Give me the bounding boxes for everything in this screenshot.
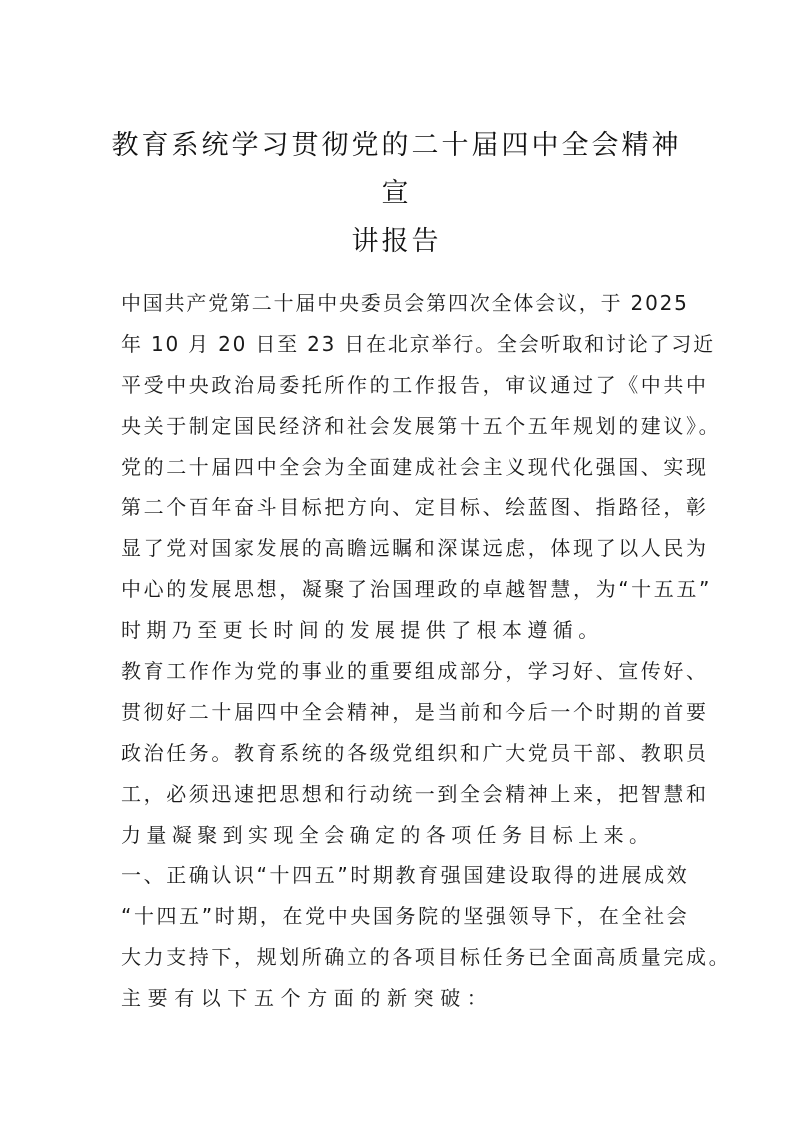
body-line: 工，必须迅速把思想和行动统一到全会精神上来，把智慧和	[121, 781, 709, 806]
body-line: 时期乃至更长时间的发展提供了根本遵循。	[121, 618, 604, 643]
document-title	[110, 122, 683, 266]
body-line: 大力支持下，规划所确立的各项目标任务已全面高质量完成。	[121, 945, 732, 970]
body-line: 央关于制定国民经济和社会发展第十五个五年规划的建议》。	[121, 413, 722, 438]
body-line: “十四五”时期，在党中央国务院的坚强领导下，在全社会	[121, 904, 690, 929]
body-line: 第二个百年奋斗目标把方向、定目标、绘蓝图、指路径，彰	[121, 495, 709, 520]
body-line: 中心的发展思想，凝聚了治国理政的卓越智慧，为“十五五”	[121, 577, 712, 602]
title-line-2: 讲报告	[351, 226, 442, 257]
body-line: 党的二十届四中全会为全面建成社会主义现代化强国、实现	[121, 454, 709, 479]
section-heading: 一、正确认识“十四五”时期教育强国建设取得的进展成效	[121, 863, 690, 888]
body-line: 显了党对国家发展的高瞻远瞩和深谋远虑，体现了以人民为	[121, 536, 709, 561]
title-line-1: 教育系统学习贯彻党的二十届四中全会精神宣	[111, 130, 682, 209]
body-line: 政治任务。教育系统的各级党组织和广大党员干部、教职员	[121, 740, 709, 765]
body-line: 中国共产党第二十届中央委员会第四次全体会议，于 2025	[121, 291, 689, 315]
body-line: 主要有以下五个方面的新突破：	[121, 986, 494, 1011]
body-line: 平受中央政治局委托所作的工作报告，审议通过了《中共中	[121, 372, 709, 397]
body-line: 教育工作作为党的事业的重要组成部分，学习好、宣传好、	[121, 659, 709, 684]
body-line: 力量凝聚到实现全会确定的各项任务目标上来。	[121, 822, 655, 847]
body-line: 年 10 月 20 日至 23 日在北京举行。全会听取和讨论了习近	[121, 331, 715, 356]
body-line: 贯彻好二十届四中全会精神，是当前和今后一个时期的首要	[121, 699, 709, 724]
document-body	[121, 283, 732, 1019]
